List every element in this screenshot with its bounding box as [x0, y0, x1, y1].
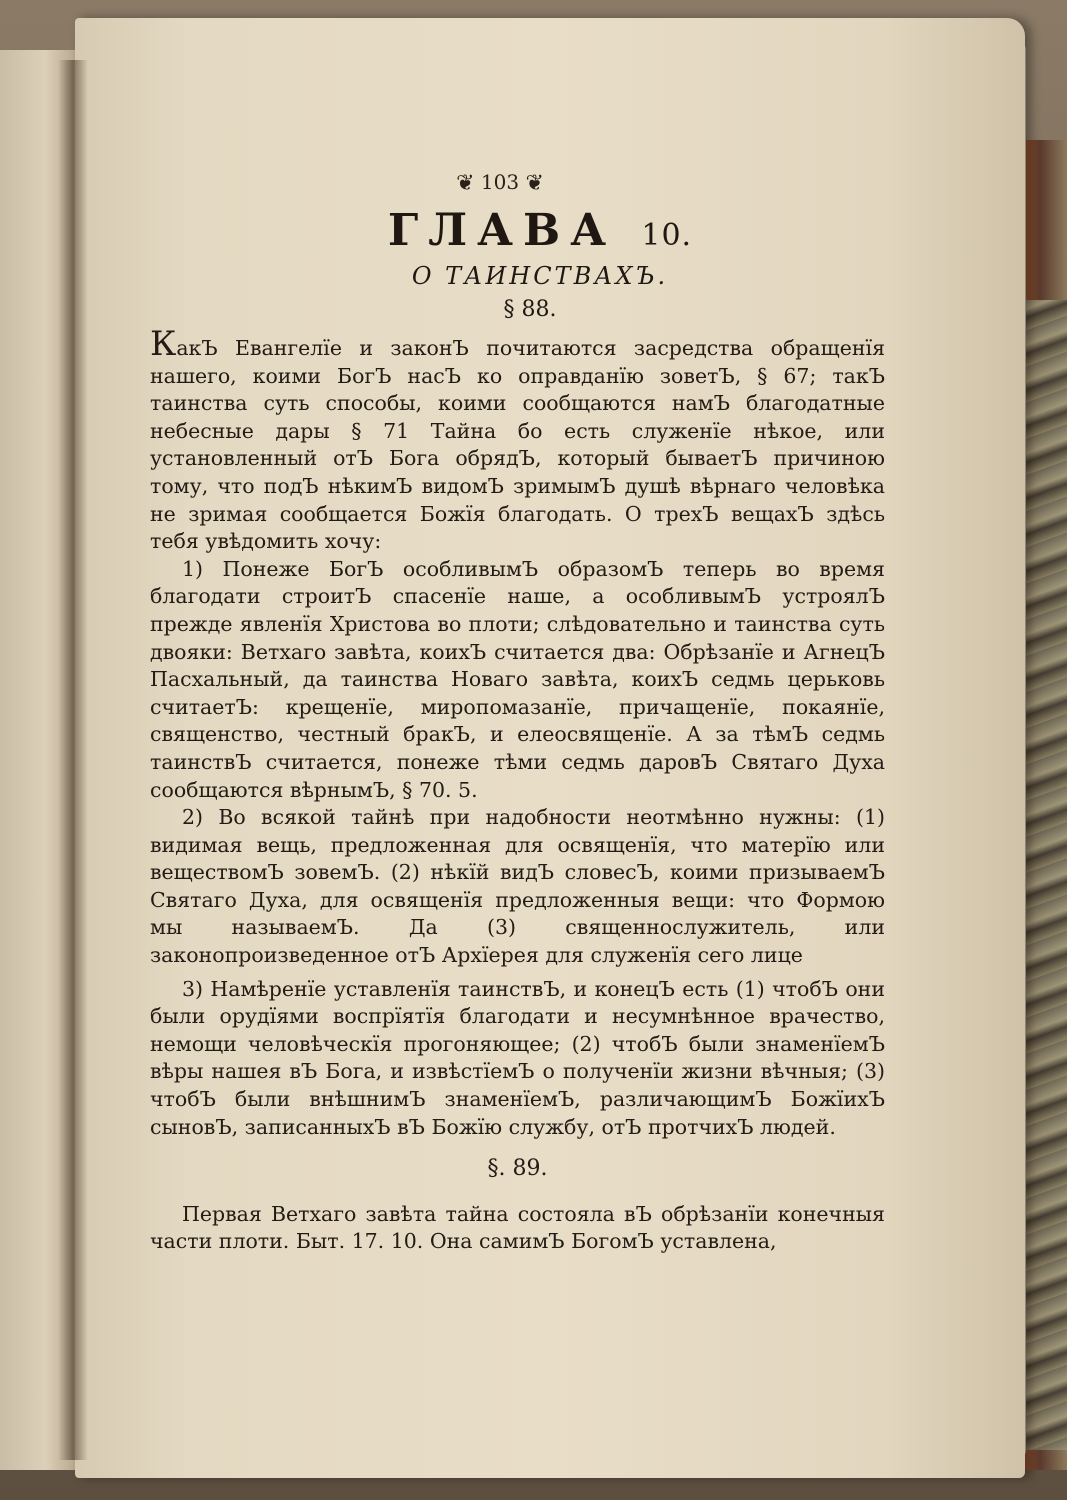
page-header — [400, 170, 600, 200]
book-gutter — [58, 60, 88, 1460]
ornament-right-icon: ❦ — [525, 171, 544, 196]
page-body — [150, 324, 885, 1414]
ornament-left-icon: ❦ — [456, 171, 475, 196]
drop-cap: К — [150, 324, 177, 364]
paragraph-1: 1) Понеже БогЪ особливымЪ образомЪ теперь во время благодати строитЪ спасенїе наше, а особливымЪ устроялЪ прежде явленїя Христова во плоти; слѣдовательно и таинства суть двояки: Ветхаго завѣта, коихЪ считается два: Обрѣзанїе и АгнецЪ Пасхальный, да таинства Новаго завѣта, коихЪ седмь церьковь считаетЪ: крещенїе, миропомазанїе, причащенїе, покаянїе, священство, честный бракЪ, и елеосвященїе. А за тѣмЪ седмь таинствЪ считается, понеже тѣми седмь даровЪ Святаго Духа сообщаются вѣрнымЪ, § 70. 5. — [150, 556, 885, 802]
page-number: 103 — [480, 170, 520, 194]
chapter-title: ГЛАВА — [387, 205, 617, 256]
section-88-heading: § 88. — [503, 297, 557, 322]
paragraph-intro-text: акЪ Евангелїе и законЪ почитаются засредства обращенїя нашего, коими БогЪ насЪ ко оправданїю зоветЪ, § 67; такЪ таинства суть способы, коими сообщаются намЪ благодатные небесные дары § 71 Тайна бо есть служенїе нѣкое, или установленный отЪ Бога обрядЪ, который бываетЪ причиною тому, что подЪ нѣкимЪ видомЪ зримымЪ душѣ вѣрнаго человѣка не зримая сообщается Божїя благодать. О трехЪ вещахЪ здѣсь тебя увѣдомить хочу: — [150, 336, 885, 554]
paragraph-2: 2) Во всякой тайнѣ при надобности неотмѣнно нужны: (1) видимая вещь, предложенная для освященїя, что матерїю или веществомЪ зовемЪ. (2) нѣкїй видЪ словесЪ, коими призываемЪ Святаго Духа, для освященїя предложенныя вещи: что Формою мы называемЪ. Да (3) священнослужитель, или законопроизведенное отЪ Архїерея для служенїя сего лице — [150, 805, 885, 968]
chapter-heading — [220, 205, 860, 265]
chapter-number: 10. — [641, 218, 693, 253]
section-89-heading: §. 89. — [487, 1156, 548, 1182]
paragraph-intro — [150, 324, 885, 556]
chapter-subtitle: О ТАИНСТВАХЪ. — [411, 262, 669, 290]
paragraph-3: 3) Намѣренїе уставленїя таинствЪ, и конецЪ есть (1) чтобЪ они были орудїями воспрїятїя благодати и несумнѣнное врачество, немощи человѣческїя прогоняющее; (2) чтобЪ были знаменїемЪ вѣры нашея вЪ Бога, и извѣстїемЪ о полученїи жизни вѣчныя; (3) чтобЪ были внѣшнимЪ знаменїемЪ, различающимЪ БожїихЪ сыновЪ, записанныхЪ вЪ Божїю службу, отЪ протчихЪ людей. — [150, 976, 885, 1139]
paragraph-4: Первая Ветхаго завѣта тайна состояла вЪ обрѣзанїи конечныя части плоти. Быт. 17. 10. Она самимЪ БогомЪ уставлена, — [150, 1201, 885, 1254]
